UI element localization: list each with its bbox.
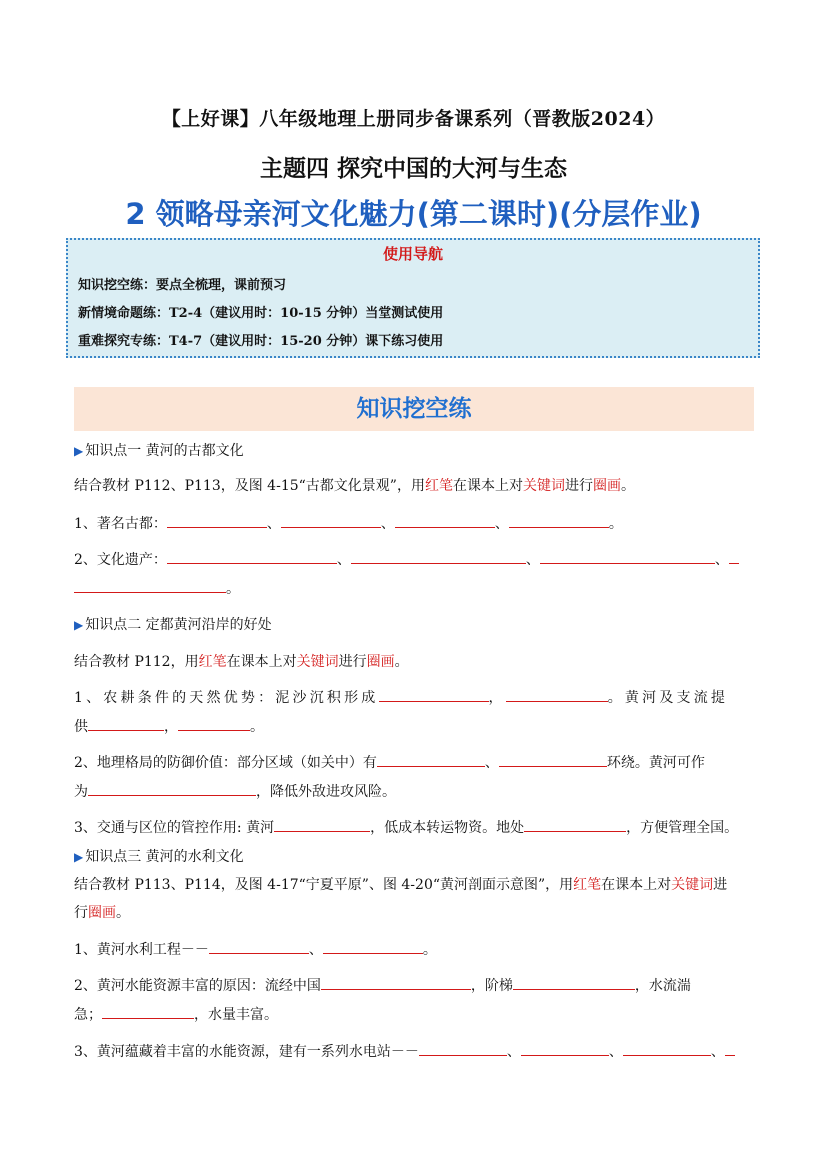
answer-blank[interactable] xyxy=(281,513,381,528)
knowledge-point-1-title xyxy=(74,440,244,460)
answer-blank[interactable] xyxy=(323,939,423,954)
answer-blank[interactable] xyxy=(509,513,609,528)
topic-title: 主题四 探究中国的大河与生态 xyxy=(259,155,567,182)
kp1-title-text: 知识点一 黄河的古都文化 xyxy=(85,443,244,459)
triangle-bullet-icon: ▶ xyxy=(74,850,84,864)
kp2-question-1-cont: 供 ， 。 xyxy=(74,716,264,736)
kp2-question-2: 2、地理格局的防御价值：部分区域（如关中）有 、 环绕。黄河可作 xyxy=(74,752,705,772)
guide-line-3: 重难探究专练：T4-7（建议用时：15-20 分钟）课下练习使用 xyxy=(78,334,444,349)
guide-line-2: 新情境命题练：T2-4（建议用时：10-15 分钟）当堂测试使用 xyxy=(78,306,444,321)
kp3-question-2: 2、黄河水能资源丰富的原因：流经中国 ，阶梯 ，水流湍 xyxy=(74,975,691,995)
answer-blank[interactable] xyxy=(521,1041,609,1056)
lesson-title: 2 领略母亲河文化魅力(第二课时)(分层作业) xyxy=(125,197,702,231)
answer-blank[interactable] xyxy=(274,817,370,832)
section-title: 知识挖空练 xyxy=(356,396,472,422)
triangle-bullet-icon: ▶ xyxy=(74,444,84,458)
kp3-question-3: 3、黄河蕴藏着丰富的水能资源，建有一系列水电站－－ 、 、 、 xyxy=(74,1041,735,1061)
answer-blank[interactable] xyxy=(178,716,250,731)
answer-blank[interactable] xyxy=(209,939,309,954)
kp2-question-3: 3、交通与区位的管控作用: 黄河 ，低成本转运物资。地处 ，方便管理全国。 xyxy=(74,817,738,837)
kp3-intro-cont: 行圈画。 xyxy=(74,905,130,921)
answer-blank[interactable] xyxy=(524,817,626,832)
answer-blank[interactable] xyxy=(540,549,715,564)
triangle-bullet-icon: ▶ xyxy=(74,618,84,632)
answer-blank[interactable] xyxy=(419,1041,507,1056)
guide-line-1: 知识挖空练：要点全梳理，课前预习 xyxy=(78,278,287,293)
answer-blank[interactable] xyxy=(506,687,608,702)
answer-blank[interactable] xyxy=(167,513,267,528)
kp2-intro: 结合教材 P112，用红笔在课本上对关键词进行圈画。 xyxy=(74,654,409,670)
answer-blank[interactable] xyxy=(321,975,471,990)
answer-blank[interactable] xyxy=(513,975,635,990)
kp2-question-2-cont: 为 ，降低外敌进攻风险。 xyxy=(74,781,396,801)
series-title: 【上好课】八年级地理上册同步备课系列（晋教版2024） xyxy=(161,108,666,130)
kp3-intro: 结合教材 P113、P114，及图 4-17“宁夏平原”、图 4-20“黄河剖面示意图”，用红笔在课本上对关键词进 xyxy=(74,877,728,893)
kp3-question-2-cont: 急； ，水量丰富。 xyxy=(74,1004,278,1024)
answer-blank[interactable] xyxy=(351,549,526,564)
answer-blank[interactable] xyxy=(395,513,495,528)
answer-blank[interactable] xyxy=(725,1041,735,1056)
answer-blank[interactable] xyxy=(729,549,739,564)
answer-blank[interactable] xyxy=(74,578,226,593)
answer-blank[interactable] xyxy=(379,687,489,702)
kp3-title-text: 知识点三 黄河的水利文化 xyxy=(85,849,244,865)
answer-blank[interactable] xyxy=(623,1041,711,1056)
kp1-question-2: 2、文化遗产： 、 、 、 xyxy=(74,549,739,569)
answer-blank[interactable] xyxy=(88,781,256,796)
kp2-title-text: 知识点二 定都黄河沿岸的好处 xyxy=(85,617,272,633)
kp3-question-1: 1、黄河水利工程－－ 、 。 xyxy=(74,939,437,959)
kp1-question-1: 1、著名古都： 、 、 、 。 xyxy=(74,513,623,533)
usage-guide-box xyxy=(66,238,760,358)
answer-blank[interactable] xyxy=(88,716,164,731)
kp1-intro: 结合教材 P112、P113，及图 4-15“古都文化景观”，用红笔在课本上对关键词进行圈画。 xyxy=(74,478,635,494)
kp2-question-1: 1、农耕条件的天然优势：泥沙沉积形成 ， 。黄河及支流提 xyxy=(74,687,728,707)
answer-blank[interactable] xyxy=(499,752,607,767)
answer-blank[interactable] xyxy=(377,752,485,767)
knowledge-point-2-title xyxy=(74,614,272,634)
kp1-question-2-cont: 。 xyxy=(74,578,240,598)
knowledge-point-3-title xyxy=(74,846,244,866)
section-banner xyxy=(74,387,754,431)
guide-title: 使用导航 xyxy=(382,245,443,263)
answer-blank[interactable] xyxy=(102,1004,194,1019)
answer-blank[interactable] xyxy=(167,549,337,564)
